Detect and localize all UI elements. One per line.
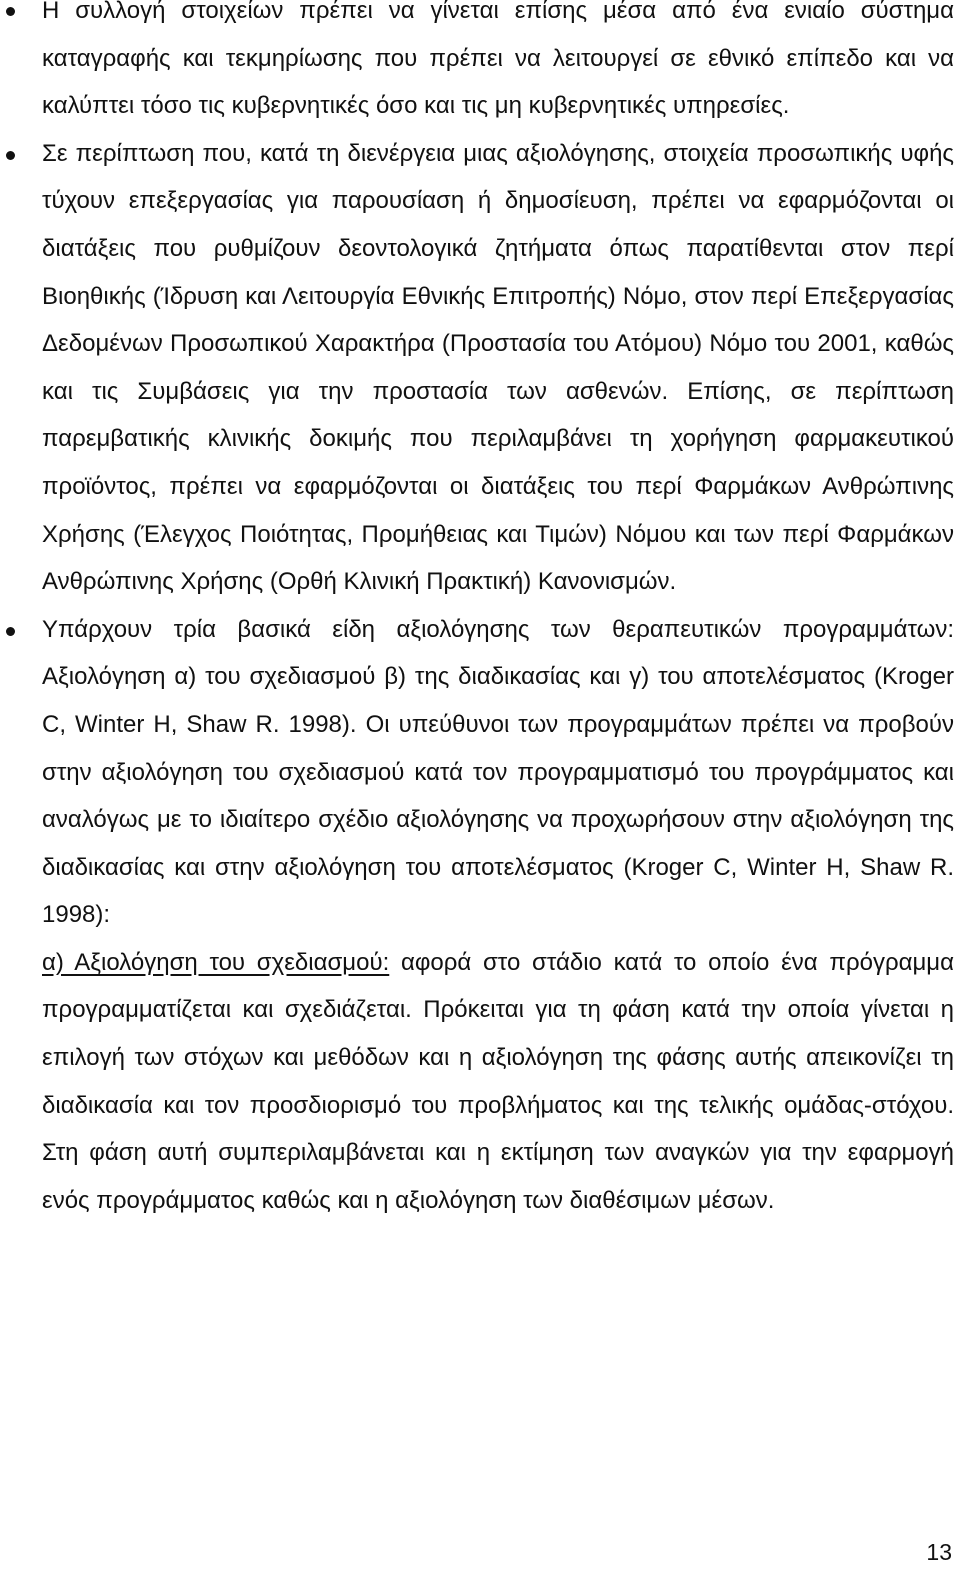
- list-item: [42, 0, 954, 130]
- sub-paragraph-text: αφορά στο στάδιο κατά το οποίο ένα πρόγραμμα προγραμματίζεται και σχεδιάζεται. Πρόκειται για τη φάση κατά την οποία γίνεται η επιλογή των στόχων και μεθόδων και η αξιολόγηση της φάσης αυτής απεικονίζει τη διαδικασία και τον προσδιορισμό του προβλήματος και της τελικής ομάδας-στόχου. Στη φάση αυτή συμπεριλαμβάνεται και η εκτίμηση των αναγκών για την εφαρμογή ενός προγράμματος καθώς και η αξιολόγηση των διαθέσιμων μέσων.: [42, 948, 955, 1214]
- sub-paragraph-label: α) Αξιολόγηση του σχεδιασμού:: [42, 948, 390, 976]
- paragraph: Η συλλογή στοιχείων πρέπει να γίνεται επίσης μέσα από ένα ενιαίο σύστημα καταγραφής και τεκμηρίωσης που πρέπει να λειτουργεί σε εθνικό επίπεδο και να καλύπτει τόσο τις κυβερνητικές όσο και τις μη κυβερνητικές υπηρεσίες.: [42, 0, 954, 120]
- paragraph: Σε περίπτωση που, κατά τη διενέργεια μιας αξιολόγησης, στοιχεία προσωπικής υφής τύχουν επεξεργασίας για παρουσίαση ή δημοσίευση, πρέπει να εφαρμόζονται οι διατάξεις που ρυθμίζουν δεοντολογικά ζητήματα όπως παρατίθενται στον περί Βιοηθικής (Ίδρυση και Λειτουργία Εθνικής Επιτροπής) Νόμο, στον περί Επεξεργασίας Δεδομένων Προσωπικού Χαρακτήρα (Προστασία του Ατόμου) Νόμο του 2001, καθώς και τις Συμβάσεις για την προστασία των ασθενών. Επίσης, σε περίπτωση παρεμβατικής κλινικής δοκιμής που περιλαμβάνει τη χορήγηση φαρμακευτικού προϊόντος, πρέπει να εφαρμόζονται οι διατάξεις του περί Φαρμάκων Ανθρώπινης Χρήσης (Έλεγχος Ποιότητας, Προμήθειας και Τιμών) Νόμου και των περί Φαρμάκων Ανθρώπινης Χρήσης (Ορθή Κλινική Πρακτική) Κανονισμών.: [42, 139, 954, 596]
- bullet-list: [42, 0, 954, 1224]
- sub-paragraph: [42, 939, 954, 1225]
- bullet-icon: [6, 7, 15, 16]
- bullet-icon: [6, 627, 15, 636]
- list-item: [42, 130, 954, 606]
- bullet-icon: [6, 151, 15, 160]
- list-item: [42, 606, 954, 1225]
- paragraph: Υπάρχουν τρία βασικά είδη αξιολόγησης των θεραπευτικών προγραμμάτων: Αξιολόγηση α) του σχεδιασμού β) της διαδικασίας και γ) του αποτελέσματος (Kroger C, Winter H, Shaw R. 1998). Οι υπεύθυνοι των προγραμμάτων πρέπει να προβούν στην αξιολόγηση του σχεδιασμού κατά τον προγραμματισμό του προγράμματος και αναλόγως με το ιδιαίτερο σχέδιο αξιολόγησης να προχωρήσουν στην αξιολόγηση της διαδικασίας και στην αξιολόγηση του αποτελέσματος (Kroger C, Winter H, Shaw R. 1998):: [42, 615, 954, 929]
- page-number: 13: [926, 1539, 952, 1565]
